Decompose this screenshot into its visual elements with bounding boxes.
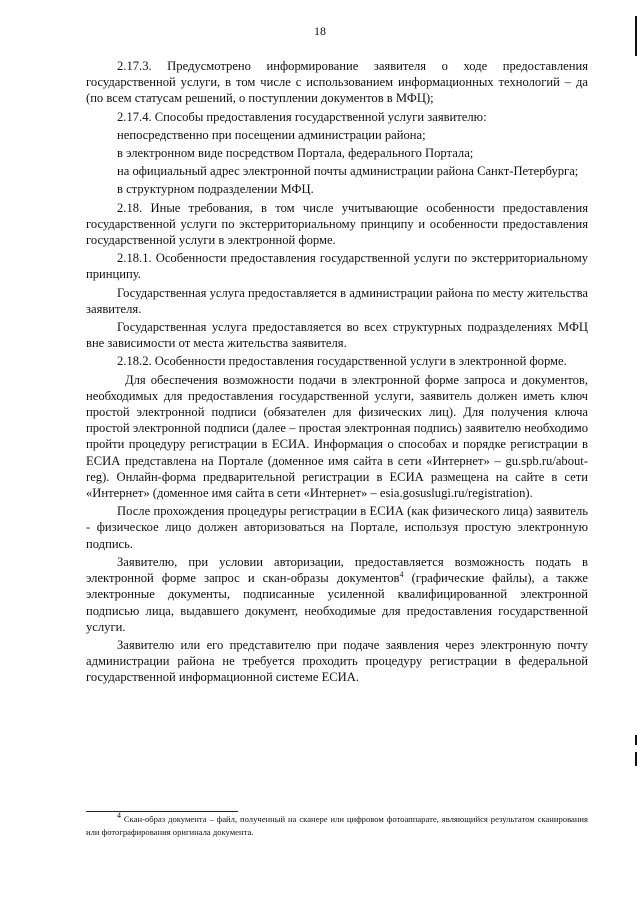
- paragraph-2-18-1: 2.18.1. Особенности предоставления государственной услуги по экстерриториальному принципу.: [86, 251, 588, 282]
- paragraph-mfc-all-branches: Государственная услуга предоставляется во всех структурных подразделениях МФЦ вне зависимости от места жительства заявителя.: [86, 320, 588, 351]
- paragraph-district-administration: Государственная услуга предоставляется в администрации района по месту жительства заявителя.: [86, 285, 588, 316]
- list-item-direct-visit: непосредственно при посещении администрации района;: [117, 127, 426, 142]
- list-item-mfc: в структурном подразделении МФЦ.: [117, 182, 314, 197]
- scan-edge-mark: [635, 735, 637, 745]
- paragraph-esia-registration: После прохождения процедуры регистрации в ЕСИА (как физического лица) заявитель - физическое лицо должен авторизоваться на Портале, используя простую электронную подпись.: [86, 504, 588, 551]
- document-body: [86, 58, 588, 688]
- footnote-reference: 4: [399, 569, 404, 579]
- footnote-text: Скан-образ документа – файл, полученный на сканере или цифровом фотоаппарате, являющийся результатом сканирования или фотографирования оригинала документа.: [86, 814, 588, 837]
- list-item-portal: в электронном виде посредством Портала, федерального Портала;: [117, 146, 474, 161]
- scan-edge-mark: [635, 752, 637, 766]
- footnote-marker: 4: [117, 811, 121, 821]
- list-item-email: на официальный адрес электронной почты администрации района Санкт-Петербурга;: [117, 164, 579, 179]
- paragraph-authorization-text-cont: (графические файлы), а также электронные документы, подписанные усиленной квалифицированной электронной подписью лица, выдавшего документ, необходимые для предоставления государственной услуги.: [86, 571, 588, 634]
- paragraph-2-17-4: 2.17.4. Способы предоставления государственной услуги заявителю:: [117, 109, 487, 124]
- scan-edge-mark: [635, 16, 637, 56]
- paragraph-electronic-signature: Для обеспечения возможности подачи в электронной форме запроса и документов, необходимых для предоставления государственной услуги, заявитель должен иметь ключ простой электронной подписи (обязателен для физических лиц). Для получения ключа простой электронной подписи (далее – простая электронная подпись) заявителю необходимо пройти процедуру регистрации в ЕСИА. Информация о способах и порядке регистрации в ЕСИА представлена на Портале (доменное имя сайта в сети «Интернет» – gu.spb.ru/about-reg). Онлайн-форма предварительной регистрации в ЕСИА размещена на сайте в сети «Интернет» (доменное имя сайта в сети «Интернет» – esia.gosuslugi.ru/registration).: [86, 372, 588, 501]
- footnote: [86, 813, 588, 838]
- paragraph-authorization-text: Заявителю, при условии авторизации, предоставляется возможность подать в электронной форме запрос и скан-образы документов: [86, 554, 588, 586]
- paragraph-2-18: 2.18. Иные требования, в том числе учитывающие особенности предоставления государственной услуги по экстерриториальному принципу и особенности предоставления государственной услуги в электронной форме.: [86, 200, 588, 248]
- footnote-divider: [86, 811, 238, 812]
- page-number: 18: [314, 24, 326, 38]
- paragraph-2-18-2: 2.18.2. Особенности предоставления государственной услуги в электронной форме.: [117, 354, 567, 369]
- paragraph-email-no-registration: Заявителю или его представителю при подаче заявления через электронную почту администрации района не требуется проходить процедуру регистрации в федеральной государственной информационной системе ЕСИА.: [86, 637, 588, 685]
- paragraph-2-17-3: 2.17.3. Предусмотрено информирование заявителя о ходе предоставления государственной услуги, в том числе с использованием информационных технологий – да (по всем статусам решений, о поступлении документов в МФЦ);: [86, 59, 588, 106]
- paragraph-authorization: [86, 554, 588, 635]
